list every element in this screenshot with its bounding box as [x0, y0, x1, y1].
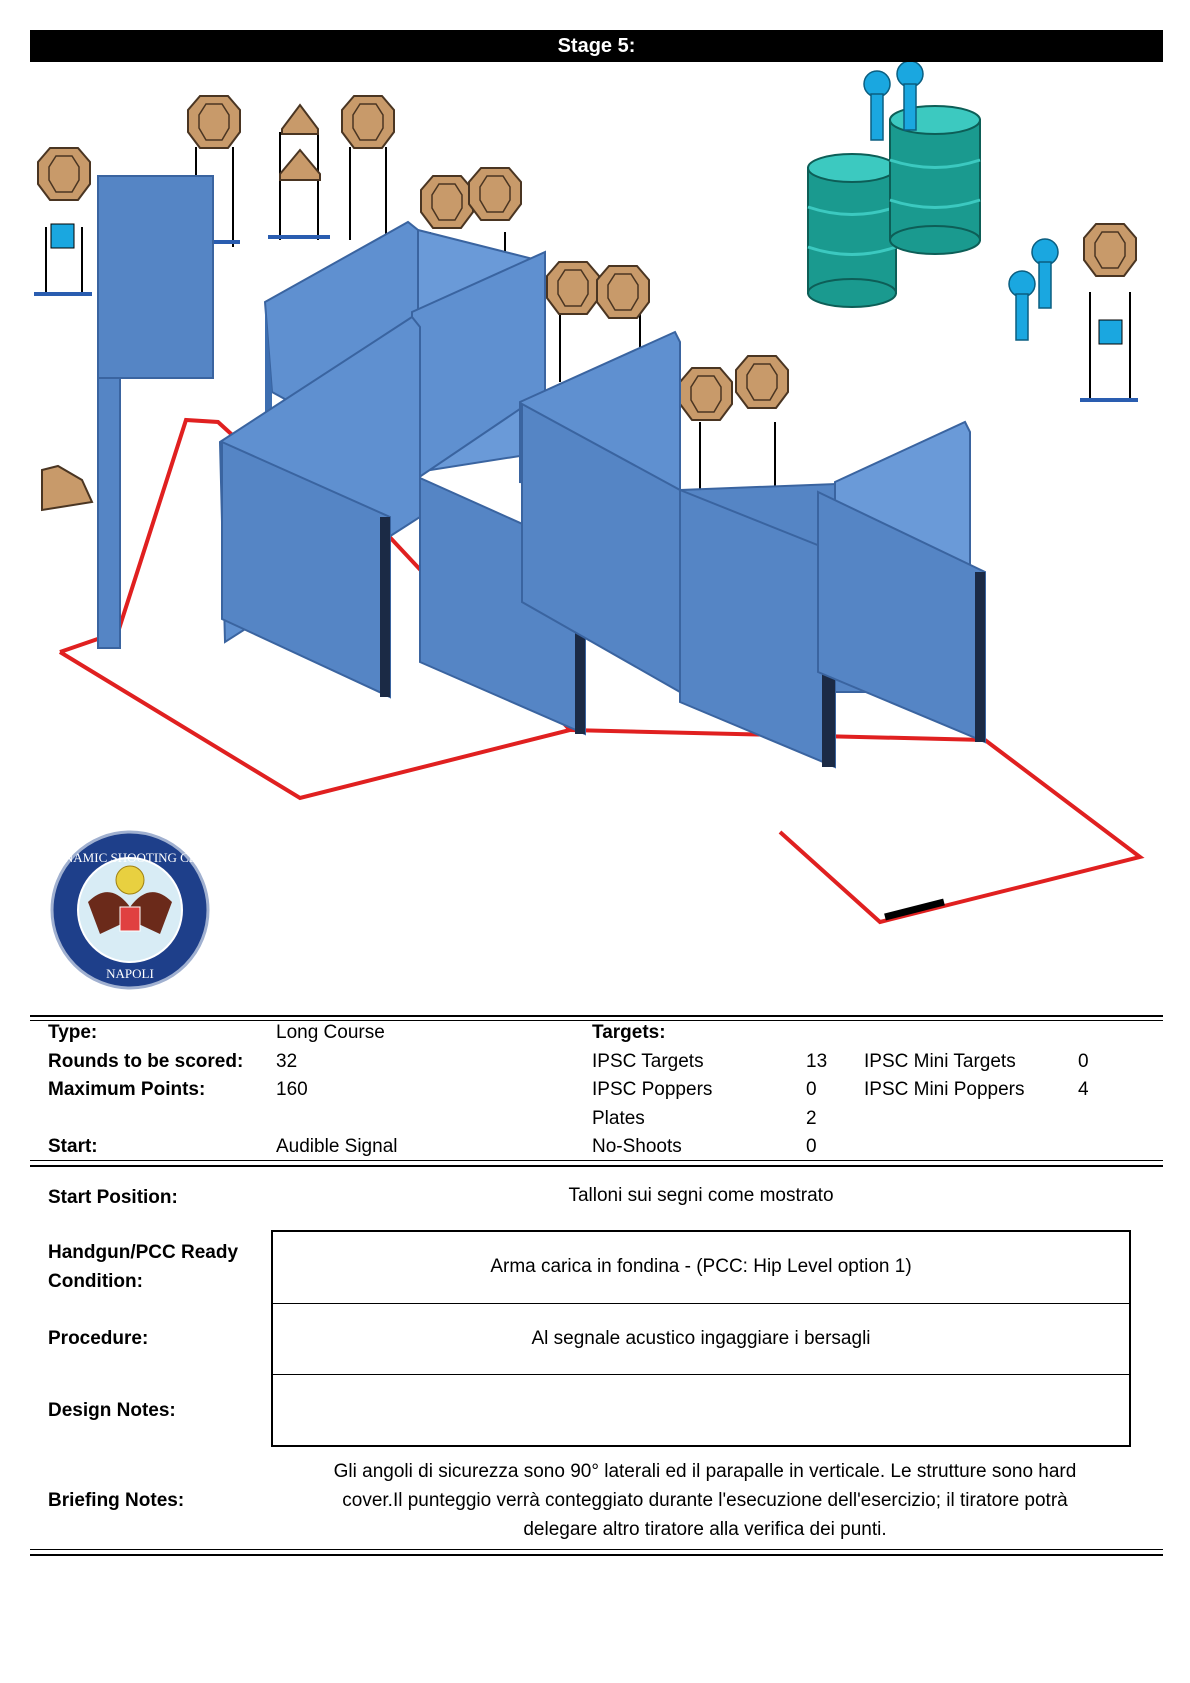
target-stand-left [34, 148, 92, 294]
ready-condition-label-2: Condition: [48, 1271, 143, 1292]
briefing-notes-label: Briefing Notes: [48, 1490, 185, 1511]
ipsc-poppers-label: IPSC Poppers [592, 1079, 713, 1100]
briefing-line-2: cover.Il punteggio verrà conteggiato durante l'esecuzione dell'esercizio; il tiratore potrà [342, 1490, 1068, 1511]
ipsc-mini-poppers-value: 4 [1078, 1079, 1089, 1100]
details-box [271, 1230, 1131, 1447]
barrel-group [808, 106, 980, 307]
plate-target [42, 466, 92, 510]
ipsc-targets-label: IPSC Targets [592, 1051, 704, 1072]
briefing-notes-value [290, 1457, 1120, 1544]
ipsc-poppers-value: 0 [806, 1079, 817, 1100]
ready-condition-value: Arma carica in fondina - (PCC: Hip Level option 1) [490, 1256, 912, 1277]
stage-title: Stage 5: [30, 30, 1163, 62]
targets-label: Targets: [592, 1022, 666, 1043]
no-shoots-label: No-Shoots [592, 1136, 682, 1157]
target-pair-3 [680, 356, 788, 502]
type-value: Long Course [276, 1022, 385, 1043]
ipsc-mini-poppers-label: IPSC Mini Poppers [864, 1079, 1025, 1100]
start-label: Start: [48, 1136, 98, 1157]
start-position-label: Start Position: [48, 1187, 178, 1208]
briefing-line-3: delegare altro tiratore alla verifica dei punti. [523, 1519, 887, 1540]
ipsc-mini-targets-label: IPSC Mini Targets [864, 1051, 1016, 1072]
briefing-line-1: Gli angoli di sicurezza sono 90° laterali ed il parapalle in verticale. Le strutture sono hard [333, 1461, 1077, 1482]
rounds-label: Rounds to be scored: [48, 1051, 244, 1072]
target-stand-3 [268, 105, 330, 240]
max-points-label: Maximum Points: [48, 1079, 206, 1100]
ipsc-targets-value: 13 [806, 1051, 828, 1072]
ready-condition-label-1: Handgun/PCC Ready [48, 1242, 239, 1263]
target-stand-right [1080, 224, 1138, 402]
club-logo [45, 832, 215, 988]
logo-text-top: DYNAMIC SHOOTING CLUB [45, 850, 215, 865]
rounds-value: 32 [276, 1051, 298, 1072]
stage-diagram [0, 62, 1190, 1012]
type-label: Type: [48, 1022, 98, 1043]
max-points-value: 160 [276, 1079, 308, 1100]
procedure-value: Al segnale acustico ingaggiare i bersagli [531, 1328, 871, 1349]
plates-value: 2 [806, 1108, 817, 1129]
start-value: Audible Signal [276, 1136, 398, 1157]
plates-label: Plates [592, 1108, 645, 1129]
logo-text-bottom: NAPOLI [106, 966, 154, 981]
ipsc-mini-targets-value: 0 [1078, 1051, 1089, 1072]
target-stand-4 [342, 96, 394, 240]
start-position-value: Talloni sui segni come mostrato [568, 1185, 834, 1206]
no-shoots-value: 0 [806, 1136, 817, 1157]
procedure-label: Procedure: [48, 1328, 149, 1349]
design-notes-label: Design Notes: [48, 1400, 176, 1421]
